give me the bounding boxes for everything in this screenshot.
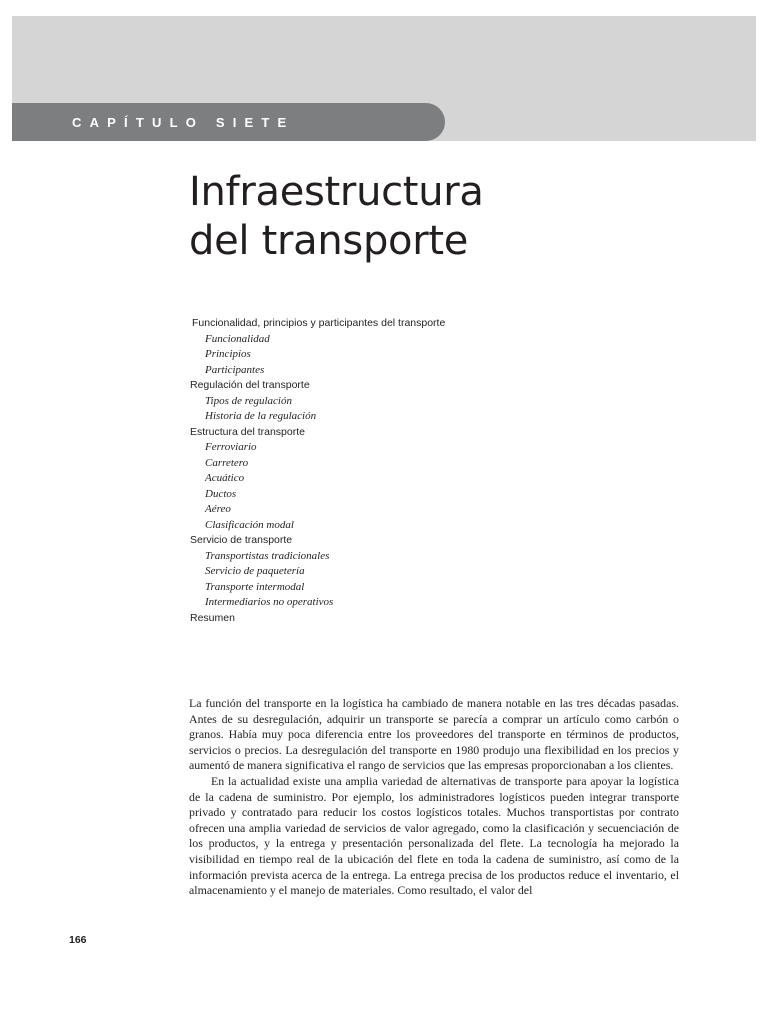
toc-subsection: Transporte intermodal [205, 580, 305, 593]
toc-subsection: Clasificación modal [205, 518, 294, 531]
toc-subsection: Funcionalidad [205, 332, 270, 345]
toc-subsection: Carretero [205, 456, 249, 469]
chapter-title [189, 168, 484, 266]
toc-subsection: Principios [205, 348, 251, 360]
toc-subsection: Historia de la regulación [205, 410, 317, 422]
page-number: 166 [69, 934, 87, 946]
toc-subsection: Acuático [205, 472, 245, 484]
toc-subsection: Tipos de regulación [205, 394, 292, 407]
paragraph-1: La función del transporte en la logística ha cambiado de manera notable en las tres décadas pasadas. Antes de su desregulación, adquirir un transporte se parecía a comprar un artículo como carbón o granos. Había muy poca diferencia entre los proveedores del transporte en términos de productos, servicios o precios. La desregulación del transporte en 1980 produjo una flexibilidad en los precios y aumentó de manera significativa el rango de servicios que las empresas proporcionaban a los clientes. [189, 696, 679, 773]
toc-subsection: Servicio de paquetería [205, 565, 305, 577]
chapter-title-line-1: Infraestructura [189, 169, 484, 215]
chapter-tab [12, 103, 445, 141]
toc-section: Resumen [190, 611, 235, 624]
toc-subsection: Aéreo [205, 503, 231, 515]
toc-section: Servicio de transporte [190, 534, 293, 546]
toc-section: Funcionalidad, principios y participantes del transporte [192, 317, 446, 329]
toc-section: Regulación del transporte [190, 379, 310, 391]
toc-subsection: Intermediarios no operativos [205, 596, 334, 608]
toc-subsection: Participantes [205, 363, 265, 376]
toc-subsection: Transportistas tradicionales [205, 549, 330, 562]
toc-section: Estructura del transporte [190, 425, 305, 438]
chapter-title-line-2: del transporte [189, 218, 469, 264]
chapter-label: CAPÍTULO SIETE [72, 114, 295, 130]
toc-subsection: Ductos [205, 487, 237, 500]
chapter-contents-list [189, 316, 589, 626]
body-text [189, 696, 679, 899]
toc-subsection: Ferroviario [205, 441, 257, 453]
paragraph-2: En la actualidad existe una amplia variedad de alternativas de transporte para apoyar la logística de la cadena de suministro. Por ejemplo, los administradores logísticos pueden integrar transporte privado y contratado para reducir los costos logísticos totales. Muchos transportistas por contrato ofrecen una amplia variedad de servicios de valor agregado, como la clasificación y secuenciación de los productos, y la entrega y presentación personalizada del flete. La tecnología ha mejorado la visibilidad en tiempo real de la ubicación del flete en toda la cadena de suministro, así como de la información prevista acerca de la entrega. La entrega precisa de los productos reduce el inventario, el almacenamiento y el manejo de materiales. Como resultado, el valor del [189, 773, 679, 898]
